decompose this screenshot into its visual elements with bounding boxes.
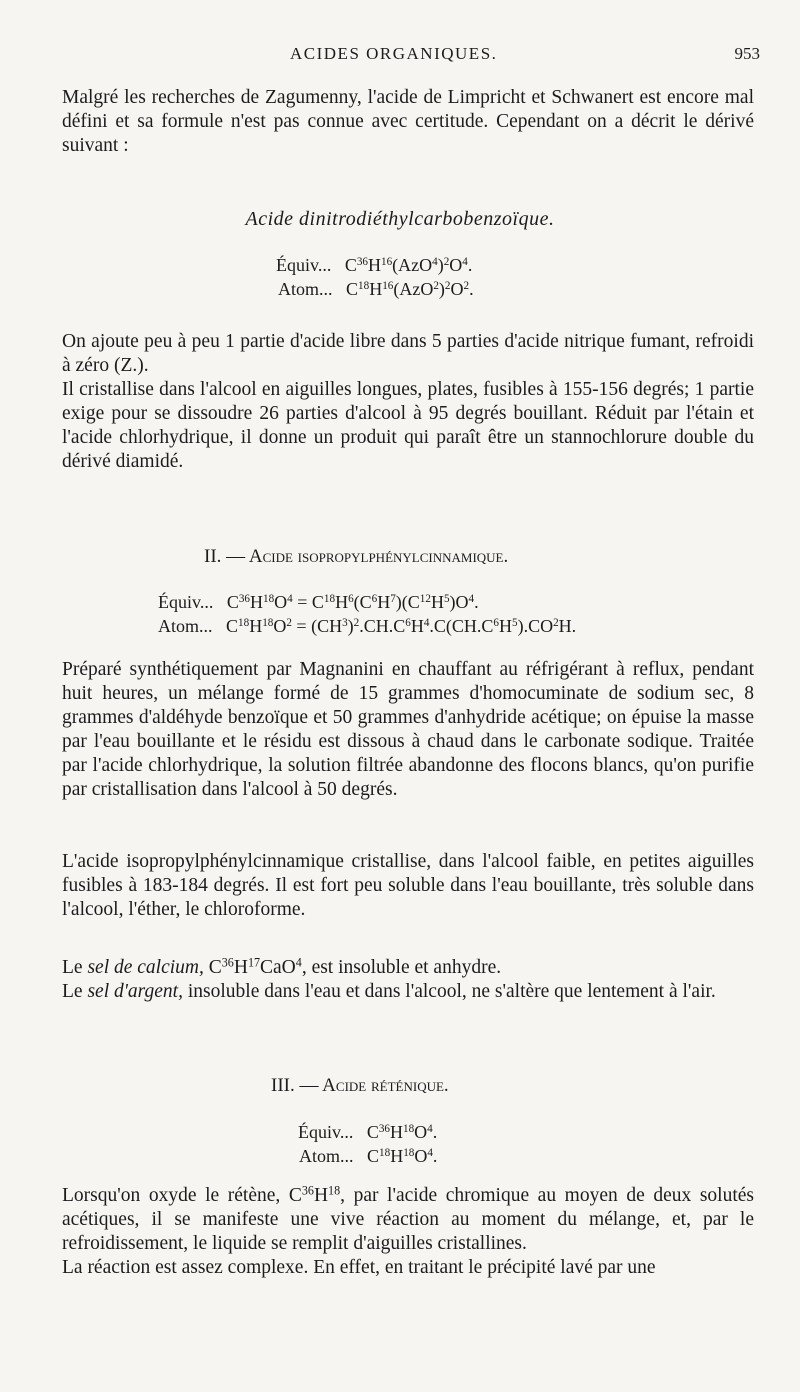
intro-paragraph: Malgré les recherches de Zagumenny, l'acide de Limpricht et Schwanert est encore mal défini et sa formule n'est pas connue avec certitude. Cependant on a décrit le dérivé suivant : [62, 87, 754, 156]
ii-silver-salt: Le sel d'argent, insoluble dans l'eau et dans l'alcool, ne s'altère que lentement à l'air. [62, 981, 716, 1002]
section-title-dinitro: Acide dinitrodiéthylcarbobenzoïque. [245, 208, 555, 230]
formula-atom-iii [299, 1144, 437, 1168]
equiv-formula: $C^{36}H^{16}(AzO^4)^2O^4$. [335, 255, 473, 275]
section-title: — Acide réténique. [299, 1075, 449, 1096]
page-header [0, 44, 800, 74]
page-number: 953 [734, 44, 760, 63]
atom-formula: $C^{18}H^{18}O^2 = (CH^3)^2.CH.C^6H^4.C(CH.C^6H^5).CO^2H$. [217, 616, 577, 636]
formula-atom-dinitro [278, 277, 474, 301]
dinitro-paragraph-1: On ajoute peu à peu 1 partie d'acide libre dans 5 parties d'acide nitrique fumant, refroidi à zéro (Z.). [62, 331, 754, 376]
equiv-formula: $C^{36}H^{18}O^4$. [357, 1122, 438, 1142]
formula-equiv-dinitro [276, 253, 472, 277]
equiv-label: Équiv... [298, 1122, 354, 1142]
formula-equiv-ii [158, 590, 479, 614]
atom-formula: $C^{18}H^{16}(AzO^2)^2O^2$. [337, 279, 474, 299]
section-numeral: II. [204, 546, 222, 567]
section-heading-iii [271, 1075, 449, 1097]
equiv-label: Équiv... [158, 592, 214, 612]
section-title: — Acide isopropylphénylcinnamique. [226, 546, 509, 567]
running-title: ACIDES ORGANIQUES. [290, 44, 498, 63]
equiv-formula: $C^{36}H^{18}O^4 = C^{18}H^6(C^6H^7)(C^{12}H^5)O^4$. [217, 592, 479, 612]
atom-formula: $C^{18}H^{18}O^4$. [358, 1146, 438, 1166]
ii-paragraph-2: L'acide isopropylphénylcinnamique cristallise, dans l'alcool faible, en petites aiguilles fusibles à 183-184 degrés. Il est fort peu soluble dans l'eau bouillante, très soluble dans l'alcool, l'éther, le chloroforme. [62, 851, 754, 920]
dinitro-paragraph-2: Il cristallise dans l'alcool en aiguilles longues, plates, fusibles à 155-156 degrés; 1 partie exige pour se dissoudre 26 parties d'alcool à 95 degrés bouillant. Réduit par l'étain et l'acide chlorhydrique, il donne un produit qui paraît être un stannochlorure double du dérivé diamidé. [62, 379, 754, 472]
atom-label: Atom... [278, 279, 333, 299]
calcium-salt-term: sel de calcium, [87, 957, 204, 978]
section-heading-ii [204, 546, 508, 568]
ii-calcium-salt: Le sel de calcium, $C^{36}H^{17}CaO^4$, est insoluble et anhydre. [62, 955, 502, 978]
formula-atom-ii [158, 614, 576, 638]
retene-formula: $C^{36}H^{18}$ [288, 1183, 341, 1206]
iii-paragraph-2: La réaction est assez complexe. En effet, en traitant le précipité lavé par une [62, 1257, 656, 1278]
silver-salt-term: sel d'argent, [87, 981, 183, 1002]
equiv-label: Équiv... [276, 255, 332, 275]
iii-paragraph-1: Lorsqu'on oxyde le rétène, $C^{36}H^{18}$, par l'acide chromique au moyen de deux solutés acétiques, il se manifeste une vive réaction au moment du mélange, et, par le refroidissement, le liquide se remplit d'aiguilles cristallines. [62, 1183, 754, 1254]
atom-label: Atom... [299, 1146, 354, 1166]
atom-label: Atom... [158, 616, 213, 636]
section-numeral: III. [271, 1075, 295, 1096]
formula-equiv-iii [298, 1120, 437, 1144]
ii-paragraph-1: Préparé synthétiquement par Magnanini en chauffant au réfrigérant à reflux, pendant huit heures, un mélange formé de 15 grammes d'homocuminate de sodium sec, 8 grammes d'aldéhyde benzoïque et 50 grammes d'anhydride acétique; on épuise la masse par l'eau bouillante et le résidu est dissous à chaud dans le carbonate sodique. Traitée par l'acide chlorhydrique, la solution filtrée abandonne des flocons blancs, qu'on purifie par cristallisation dans l'alcool à 50 degrés. [62, 659, 754, 800]
calcium-formula: $C^{36}H^{17}CaO^4$ [208, 955, 302, 978]
